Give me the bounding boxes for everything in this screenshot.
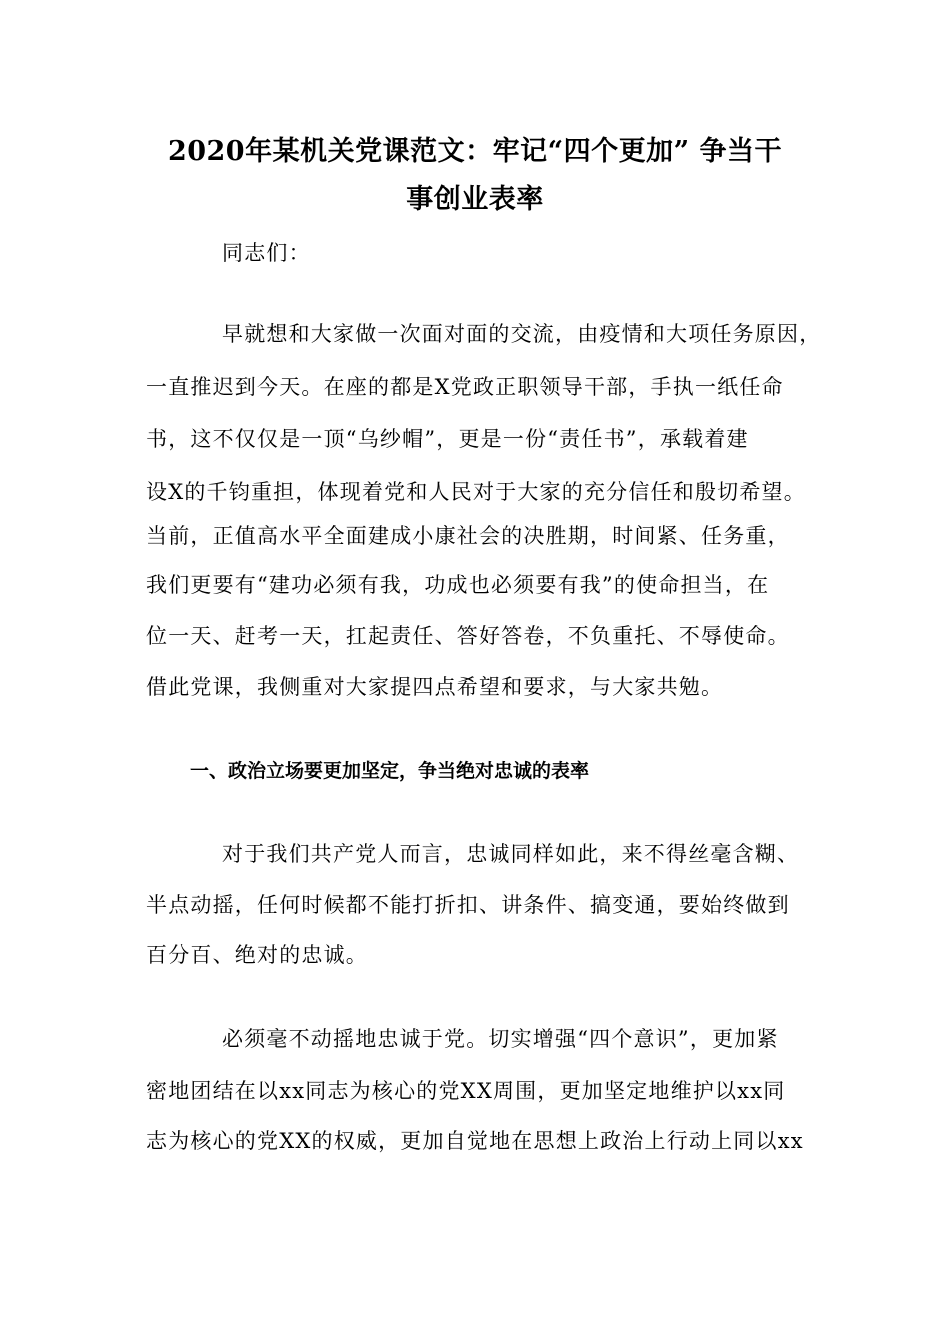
paragraph-3-line-1: 必须毫不动摇地忠诚于党。切实增强“四个意识”，更加紧 xyxy=(222,1027,779,1051)
paragraph-1-line-2: 一直推迟到今天。在座的都是X党政正职领导干部，手执一纸任命 xyxy=(146,375,784,399)
paragraph-1-line-6: 我们更要有“建功必须有我，功成也必须要有我”的使命担当，在 xyxy=(146,573,770,597)
paragraph-2-line-3: 百分百、绝对的忠诚。 xyxy=(146,943,368,967)
paragraph-1-line-5: 当前，正值高水平全面建成小康社会的决胜期，时间紧、任务重， xyxy=(146,524,790,548)
salutation: 同志们： xyxy=(222,241,311,265)
paragraph-1-line-4: 设X的千钧重担，体现着党和人民对于大家的充分信任和殷切希望。 xyxy=(146,480,806,504)
title-line-1: 2020年某机关党课范文：牢记“四个更加” 争当干 xyxy=(167,136,783,167)
section-1-heading: 一、政治立场要更加坚定，争当绝对忠诚的表率 xyxy=(190,760,590,782)
document-title xyxy=(120,128,830,224)
paragraph-1-line-3: 书，这不仅仅是一顶“乌纱帽”，更是一份“责任书”，承载着建 xyxy=(146,427,749,451)
paragraph-1-line-8: 借此党课，我侧重对大家提四点希望和要求，与大家共勉。 xyxy=(146,675,724,699)
paragraph-3-line-3: 志为核心的党XX的权威，更加自觉地在思想上政治上行动上同以xx xyxy=(146,1129,804,1153)
paragraph-2-line-1: 对于我们共产党人而言，忠诚同样如此，来不得丝毫含糊、 xyxy=(222,842,800,866)
title-line-2: 事创业表率 xyxy=(406,184,544,215)
paragraph-3-line-2: 密地团结在以xx同志为核心的党XX周围，更加坚定地维护以xx同 xyxy=(146,1079,786,1103)
paragraph-2-line-2: 半点动摇，任何时候都不能打折扣、讲条件、搞变通，要始终做到 xyxy=(146,893,790,917)
paragraph-1-line-7: 位一天、赶考一天，扛起责任、答好答卷，不负重托、不辱使命。 xyxy=(146,624,790,648)
paragraph-1-line-1: 早就想和大家做一次面对面的交流，由疫情和大项任务原因， xyxy=(222,322,822,346)
